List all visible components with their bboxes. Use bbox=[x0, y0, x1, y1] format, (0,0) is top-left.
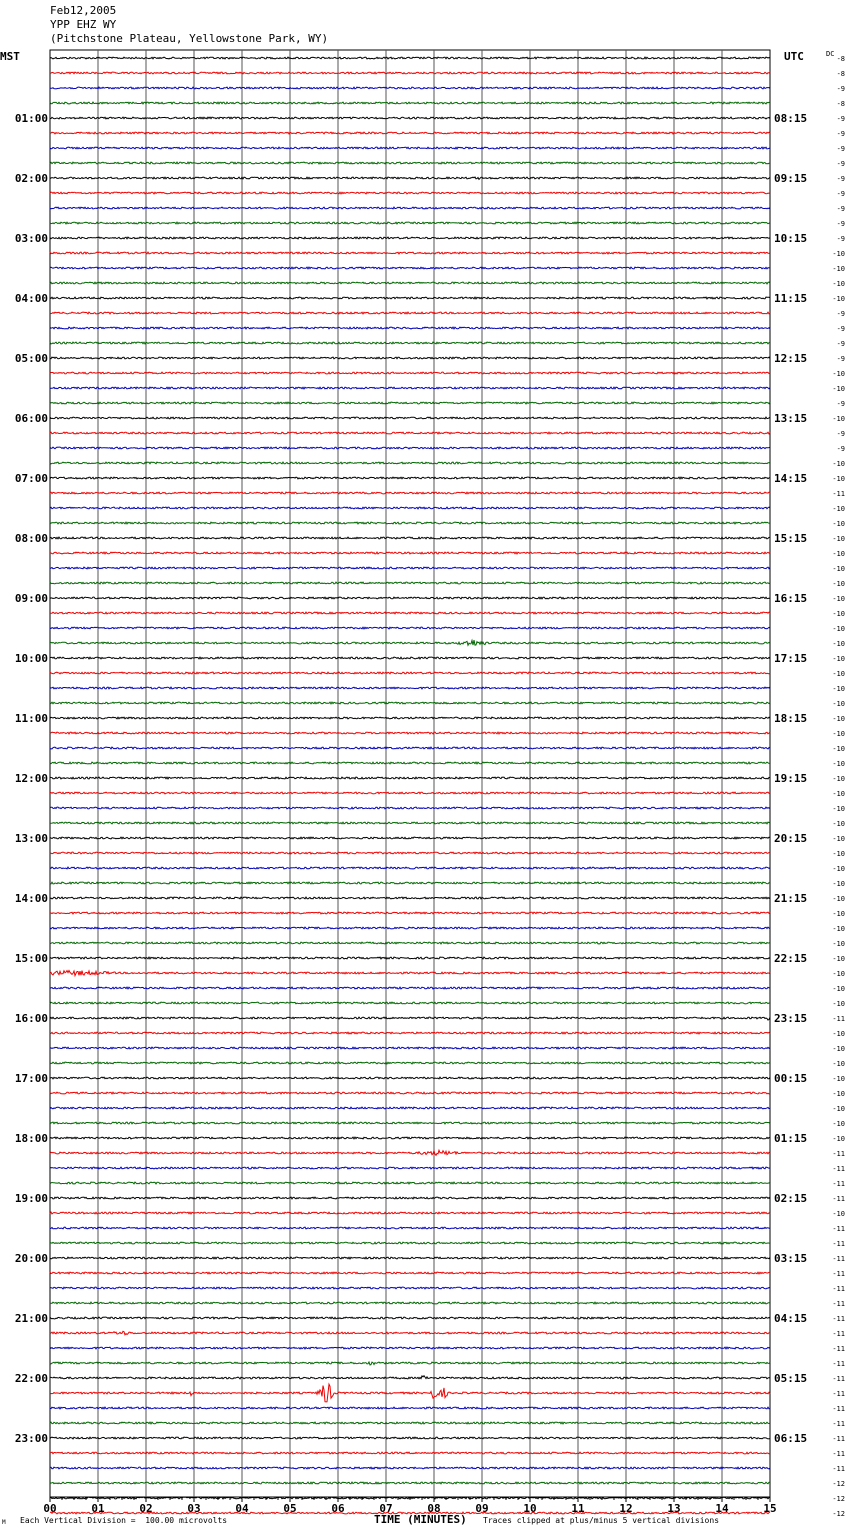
trace-row-29 bbox=[50, 492, 770, 494]
trace-row-51 bbox=[50, 822, 770, 824]
dc-offset-label: -9 bbox=[836, 160, 845, 168]
dc-offset-label: -10 bbox=[832, 790, 845, 798]
trace-row-22 bbox=[50, 387, 770, 389]
trace-row-86 bbox=[50, 1347, 770, 1349]
dc-offset-label: -10 bbox=[832, 640, 845, 648]
x-tick-label: 03 bbox=[187, 1502, 201, 1515]
trace-row-9 bbox=[50, 192, 770, 194]
trace-row-84 bbox=[50, 1317, 770, 1319]
dc-offset-label: -10 bbox=[832, 1120, 845, 1128]
hour-label-mst: 12:00 bbox=[14, 772, 48, 785]
dc-offset-label: -12 bbox=[832, 1495, 845, 1503]
dc-offset-label: -10 bbox=[832, 925, 845, 933]
dc-offset-label: -10 bbox=[832, 520, 845, 528]
right-timezone-label: UTC bbox=[784, 50, 804, 63]
trace-row-83 bbox=[50, 1302, 770, 1304]
dc-offset-label: -10 bbox=[832, 550, 845, 558]
hour-label-mst: 09:00 bbox=[14, 592, 48, 605]
hour-label-utc: 03:15 bbox=[774, 1252, 808, 1265]
dc-offset-label: -10 bbox=[832, 775, 845, 783]
trace-row-12 bbox=[50, 237, 770, 239]
x-tick-label: 04 bbox=[235, 1502, 249, 1515]
dc-offset-label: -10 bbox=[832, 685, 845, 693]
trace-row-69 bbox=[50, 1092, 770, 1094]
clip-note: Traces clipped at plus/minus 5 vertical divisions bbox=[483, 1516, 720, 1525]
hour-label-mst: 18:00 bbox=[14, 1132, 48, 1145]
trace-row-57 bbox=[50, 912, 770, 914]
dc-offset-label: -10 bbox=[832, 1075, 845, 1083]
trace-row-20 bbox=[50, 357, 770, 359]
dc-offset-label: -11 bbox=[832, 1270, 845, 1278]
hour-label-utc: 21:15 bbox=[774, 892, 808, 905]
x-tick-label: 09 bbox=[475, 1502, 489, 1515]
trace-row-19 bbox=[50, 342, 770, 344]
hour-label-utc: 01:15 bbox=[774, 1132, 808, 1145]
trace-row-43 bbox=[50, 702, 770, 704]
dc-offset-label: -11 bbox=[832, 1285, 845, 1293]
hour-label-mst: 08:00 bbox=[14, 532, 48, 545]
dc-offset-label: -10 bbox=[832, 865, 845, 873]
trace-row-41 bbox=[50, 672, 770, 674]
hour-label-utc: 22:15 bbox=[774, 952, 808, 965]
dc-offset-label: -10 bbox=[832, 1000, 845, 1008]
dc-offset-label: -11 bbox=[832, 1405, 845, 1413]
trace-row-26 bbox=[50, 447, 770, 449]
hour-label-utc: 17:15 bbox=[774, 652, 808, 665]
dc-offset-label: -10 bbox=[832, 385, 845, 393]
dc-offset-label: -11 bbox=[832, 1450, 845, 1458]
hour-label-utc: 13:15 bbox=[774, 412, 808, 425]
dc-offset-label: -10 bbox=[832, 505, 845, 513]
dc-offset-label: -11 bbox=[832, 1435, 845, 1443]
dc-offset-label: -10 bbox=[832, 835, 845, 843]
hour-label-utc: 16:15 bbox=[774, 592, 808, 605]
dc-offset-label: -10 bbox=[832, 745, 845, 753]
hour-label-mst: 02:00 bbox=[14, 172, 48, 185]
trace-row-63 bbox=[50, 1002, 770, 1004]
dc-offset-label: -11 bbox=[832, 1300, 845, 1308]
dc-offset-label: -10 bbox=[832, 1045, 845, 1053]
chart-title-station: YPP EHZ WY bbox=[50, 18, 117, 31]
trace-row-61 bbox=[50, 971, 770, 976]
dc-offset-label: -10 bbox=[832, 625, 845, 633]
dc-offset-label: -11 bbox=[832, 490, 845, 498]
dc-offset-label: -10 bbox=[832, 1090, 845, 1098]
trace-row-58 bbox=[50, 927, 770, 929]
dc-offset-label: -11 bbox=[832, 1315, 845, 1323]
trace-row-71 bbox=[50, 1122, 770, 1124]
trace-row-37 bbox=[50, 612, 770, 614]
trace-row-1 bbox=[50, 72, 770, 74]
dc-offset-label: -10 bbox=[832, 475, 845, 483]
hour-label-utc: 18:15 bbox=[774, 712, 808, 725]
plot-frame bbox=[50, 50, 770, 1497]
trace-row-42 bbox=[50, 687, 770, 689]
hour-label-mst: 06:00 bbox=[14, 412, 48, 425]
footer-mark: M bbox=[2, 1519, 6, 1526]
dc-offset-label: -9 bbox=[836, 310, 845, 318]
dc-offset-label: -9 bbox=[836, 430, 845, 438]
dc-offset-label: -10 bbox=[832, 670, 845, 678]
dc-offset-label: -11 bbox=[832, 1255, 845, 1263]
dc-offset-label: -10 bbox=[832, 1105, 845, 1113]
dc-offset-label: -10 bbox=[832, 730, 845, 738]
dc-offset-label: -8 bbox=[836, 70, 845, 78]
dc-offset-label: -10 bbox=[832, 610, 845, 618]
hour-label-mst: 04:00 bbox=[14, 292, 48, 305]
hour-label-mst: 13:00 bbox=[14, 832, 48, 845]
hour-label-utc: 10:15 bbox=[774, 232, 808, 245]
trace-row-81 bbox=[50, 1272, 770, 1274]
dc-offset-label: -10 bbox=[832, 370, 845, 378]
dc-offset-label: -9 bbox=[836, 115, 845, 123]
dc-offset-label: -10 bbox=[832, 805, 845, 813]
trace-row-53 bbox=[50, 852, 770, 854]
trace-row-89 bbox=[50, 1384, 770, 1402]
trace-row-67 bbox=[50, 1062, 770, 1064]
hour-label-utc: 15:15 bbox=[774, 532, 808, 545]
trace-row-45 bbox=[50, 732, 770, 734]
x-tick-label: 01 bbox=[91, 1502, 105, 1515]
trace-row-30 bbox=[50, 507, 770, 509]
dc-offset-label: -10 bbox=[832, 1135, 845, 1143]
dc-offset-label: -10 bbox=[832, 250, 845, 258]
trace-row-7 bbox=[50, 162, 770, 164]
hour-label-utc: 06:15 bbox=[774, 1432, 808, 1445]
trace-row-85 bbox=[50, 1331, 770, 1335]
dc-offset-label: -11 bbox=[832, 1390, 845, 1398]
dc-offset-label: -9 bbox=[836, 205, 845, 213]
x-tick-label: 00 bbox=[43, 1502, 57, 1515]
dc-offset-label: -10 bbox=[832, 760, 845, 768]
trace-row-36 bbox=[50, 597, 770, 599]
trace-row-25 bbox=[50, 432, 770, 434]
dc-offset-label: -12 bbox=[832, 1480, 845, 1488]
dc-offset-label: -9 bbox=[836, 145, 845, 153]
trace-row-76 bbox=[50, 1197, 770, 1199]
dc-offset-label: -11 bbox=[832, 1165, 845, 1173]
trace-row-50 bbox=[50, 807, 770, 809]
trace-row-90 bbox=[50, 1407, 770, 1409]
dc-offset-label: -10 bbox=[832, 535, 845, 543]
dc-offset-label: -10 bbox=[832, 265, 845, 273]
trace-row-46 bbox=[50, 747, 770, 749]
trace-row-35 bbox=[50, 582, 770, 584]
trace-row-48 bbox=[50, 777, 770, 779]
hour-label-mst: 10:00 bbox=[14, 652, 48, 665]
trace-row-91 bbox=[50, 1422, 770, 1424]
dc-offset-label: -11 bbox=[832, 1150, 845, 1158]
trace-row-16 bbox=[50, 297, 770, 299]
x-tick-label: 07 bbox=[379, 1502, 393, 1515]
trace-row-44 bbox=[50, 717, 770, 719]
hour-label-mst: 05:00 bbox=[14, 352, 48, 365]
trace-row-55 bbox=[50, 882, 770, 884]
dc-offset-label: -9 bbox=[836, 85, 845, 93]
trace-row-33 bbox=[50, 552, 770, 554]
hour-label-mst: 20:00 bbox=[14, 1252, 48, 1265]
dc-offset-label: -10 bbox=[832, 850, 845, 858]
trace-row-68 bbox=[50, 1077, 770, 1079]
trace-row-77 bbox=[50, 1212, 770, 1214]
trace-row-88 bbox=[50, 1376, 770, 1379]
hour-label-utc: 19:15 bbox=[774, 772, 808, 785]
trace-row-59 bbox=[50, 942, 770, 944]
hour-label-utc: 04:15 bbox=[774, 1312, 808, 1325]
trace-row-13 bbox=[50, 252, 770, 254]
dc-offset-label: -11 bbox=[832, 1240, 845, 1248]
trace-row-8 bbox=[50, 177, 770, 179]
trace-row-17 bbox=[50, 312, 770, 314]
dc-offset-label: -11 bbox=[832, 1330, 845, 1338]
trace-row-56 bbox=[50, 897, 770, 899]
trace-row-80 bbox=[50, 1257, 770, 1259]
trace-row-27 bbox=[50, 462, 770, 464]
trace-row-75 bbox=[50, 1182, 770, 1184]
trace-row-87 bbox=[50, 1362, 770, 1365]
trace-row-21 bbox=[50, 372, 770, 374]
dc-offset-label: -10 bbox=[832, 970, 845, 978]
trace-row-78 bbox=[50, 1227, 770, 1229]
x-tick-label: 15 bbox=[763, 1502, 777, 1515]
dc-offset-label: -10 bbox=[832, 295, 845, 303]
dc-offset-label: -10 bbox=[832, 715, 845, 723]
trace-row-52 bbox=[50, 837, 770, 839]
trace-row-93 bbox=[50, 1452, 770, 1454]
x-tick-label: 05 bbox=[283, 1502, 297, 1515]
trace-row-70 bbox=[50, 1107, 770, 1109]
trace-row-23 bbox=[50, 402, 770, 404]
trace-row-72 bbox=[50, 1137, 770, 1139]
x-tick-label: 11 bbox=[571, 1502, 585, 1515]
dc-offset-label: -9 bbox=[836, 130, 845, 138]
trace-row-62 bbox=[50, 987, 770, 989]
dc-offset-label: -8 bbox=[836, 55, 845, 63]
scale-note: Each Vertical Division = 100.00 microvolts bbox=[20, 1516, 228, 1525]
dc-offset-label: -10 bbox=[832, 1030, 845, 1038]
hour-label-mst: 03:00 bbox=[14, 232, 48, 245]
dc-offset-label: -11 bbox=[832, 1015, 845, 1023]
trace-row-10 bbox=[50, 207, 770, 209]
x-axis-label: TIME (MINUTES) bbox=[374, 1513, 467, 1526]
trace-row-28 bbox=[50, 477, 770, 479]
hour-label-utc: 05:15 bbox=[774, 1372, 808, 1385]
dc-offset-label: -10 bbox=[832, 1060, 845, 1068]
trace-row-14 bbox=[50, 267, 770, 269]
trace-row-38 bbox=[50, 627, 770, 629]
trace-row-74 bbox=[50, 1167, 770, 1169]
dc-offset-label: -10 bbox=[832, 700, 845, 708]
x-tick-label: 10 bbox=[523, 1502, 537, 1515]
trace-row-64 bbox=[50, 1017, 770, 1020]
dc-offset-label: -11 bbox=[832, 1180, 845, 1188]
trace-row-11 bbox=[50, 222, 770, 224]
dc-offset-label: -9 bbox=[836, 340, 845, 348]
trace-row-31 bbox=[50, 522, 770, 524]
trace-row-65 bbox=[50, 1032, 770, 1034]
hour-label-utc: 12:15 bbox=[774, 352, 808, 365]
trace-row-24 bbox=[50, 417, 770, 419]
hour-label-utc: 20:15 bbox=[774, 832, 808, 845]
dc-offset-label: -9 bbox=[836, 175, 845, 183]
x-tick-label: 13 bbox=[667, 1502, 681, 1515]
hour-label-utc: 09:15 bbox=[774, 172, 808, 185]
dc-offset-label: -10 bbox=[832, 580, 845, 588]
dc-offset-label: -11 bbox=[832, 1195, 845, 1203]
dc-offset-label: -10 bbox=[832, 895, 845, 903]
trace-row-66 bbox=[50, 1047, 770, 1049]
trace-row-4 bbox=[50, 117, 770, 119]
dc-offset-label: -10 bbox=[832, 595, 845, 603]
trace-row-82 bbox=[50, 1287, 770, 1289]
dc-offset-label: -10 bbox=[832, 940, 845, 948]
hour-label-utc: 02:15 bbox=[774, 1192, 808, 1205]
hour-label-mst: 19:00 bbox=[14, 1192, 48, 1205]
x-tick-label: 06 bbox=[331, 1502, 345, 1515]
dc-offset-label: -9 bbox=[836, 220, 845, 228]
dc-offset-label: -10 bbox=[832, 280, 845, 288]
trace-row-18 bbox=[50, 327, 770, 329]
hour-label-mst: 22:00 bbox=[14, 1372, 48, 1385]
hour-label-mst: 07:00 bbox=[14, 472, 48, 485]
hour-label-utc: 08:15 bbox=[774, 112, 808, 125]
dc-offset-label: -11 bbox=[832, 1345, 845, 1353]
trace-row-92 bbox=[50, 1437, 770, 1439]
hour-label-mst: 16:00 bbox=[14, 1012, 48, 1025]
hour-label-utc: 00:15 bbox=[774, 1072, 808, 1085]
trace-row-95 bbox=[50, 1482, 770, 1484]
trace-row-0 bbox=[50, 57, 770, 59]
trace-row-3 bbox=[50, 102, 770, 104]
trace-row-5 bbox=[50, 132, 770, 134]
trace-row-73 bbox=[50, 1150, 770, 1155]
hour-label-mst: 17:00 bbox=[14, 1072, 48, 1085]
dc-offset-label: -10 bbox=[832, 985, 845, 993]
chart-title-location: (Pitchstone Plateau, Yellowstone Park, WY) bbox=[50, 32, 329, 45]
trace-row-49 bbox=[50, 792, 770, 794]
dc-offset-label: -9 bbox=[836, 355, 845, 363]
dc-offset-label: -10 bbox=[832, 1210, 845, 1218]
hour-label-utc: 11:15 bbox=[774, 292, 808, 305]
dc-offset-label: -10 bbox=[832, 415, 845, 423]
dc-offset-label: -11 bbox=[832, 1375, 845, 1383]
hour-label-mst: 14:00 bbox=[14, 892, 48, 905]
x-tick-label: 14 bbox=[715, 1502, 729, 1515]
trace-row-54 bbox=[50, 867, 770, 869]
dc-offset-label: -9 bbox=[836, 190, 845, 198]
dc-offset-label: -10 bbox=[832, 655, 845, 663]
trace-row-15 bbox=[50, 282, 770, 284]
dc-offset-label: -11 bbox=[832, 1225, 845, 1233]
dc-offset-label: -8 bbox=[836, 100, 845, 108]
trace-row-94 bbox=[50, 1467, 770, 1469]
hour-label-utc: 23:15 bbox=[774, 1012, 808, 1025]
hour-label-mst: 23:00 bbox=[14, 1432, 48, 1445]
dc-offset-label: -10 bbox=[832, 880, 845, 888]
dc-offset-label: -11 bbox=[832, 1360, 845, 1368]
dc-offset-label: -9 bbox=[836, 235, 845, 243]
dc-offset-label: -10 bbox=[832, 565, 845, 573]
trace-row-60 bbox=[50, 957, 770, 959]
trace-row-39 bbox=[50, 640, 770, 645]
dc-offset-label: -9 bbox=[836, 325, 845, 333]
dc-offset-label: -10 bbox=[832, 910, 845, 918]
trace-row-47 bbox=[50, 762, 770, 764]
dc-offset-label: -9 bbox=[836, 400, 845, 408]
x-tick-label: 12 bbox=[619, 1502, 633, 1515]
trace-row-6 bbox=[50, 147, 770, 149]
hour-label-mst: 01:00 bbox=[14, 112, 48, 125]
hour-label-mst: 15:00 bbox=[14, 952, 48, 965]
trace-row-32 bbox=[50, 537, 770, 539]
chart-title-date: Feb12,2005 bbox=[50, 4, 117, 17]
trace-row-40 bbox=[50, 657, 770, 659]
hour-label-utc: 14:15 bbox=[774, 472, 808, 485]
x-tick-label: 08 bbox=[427, 1502, 441, 1515]
dc-offset-label: -10 bbox=[832, 820, 845, 828]
dc-offset-label: -12 bbox=[832, 1510, 845, 1518]
hour-label-mst: 11:00 bbox=[14, 712, 48, 725]
dc-offset-label: -10 bbox=[832, 955, 845, 963]
trace-row-2 bbox=[50, 87, 770, 89]
left-timezone-label: MST bbox=[0, 50, 20, 63]
x-tick-label: 02 bbox=[139, 1502, 153, 1515]
trace-row-79 bbox=[50, 1242, 770, 1244]
dc-offset-label: -11 bbox=[832, 1420, 845, 1428]
dc-offset-label: -11 bbox=[832, 1465, 845, 1473]
dc-offset-label: -10 bbox=[832, 460, 845, 468]
dc-column-label: DC bbox=[826, 50, 835, 58]
dc-offset-label: -9 bbox=[836, 445, 845, 453]
hour-label-mst: 21:00 bbox=[14, 1312, 48, 1325]
trace-row-34 bbox=[50, 567, 770, 569]
